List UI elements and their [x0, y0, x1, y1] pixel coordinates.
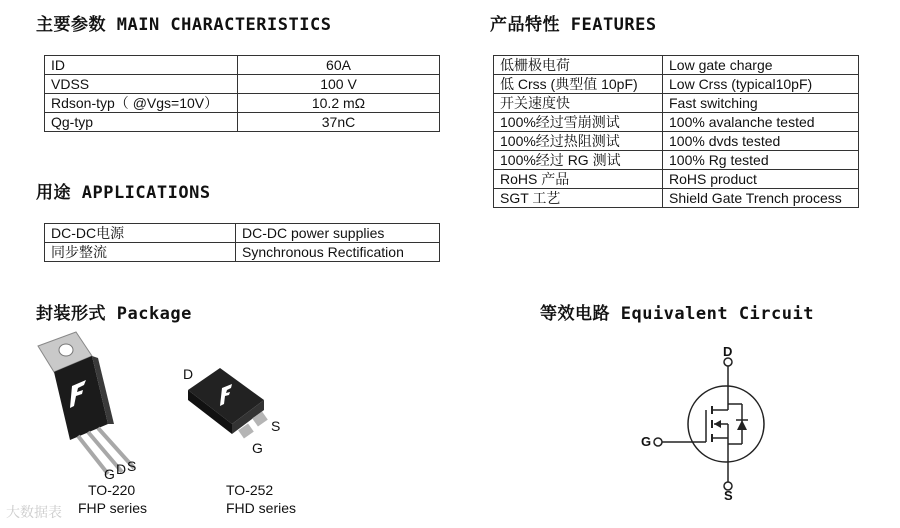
cn-cell: DC-DC电源	[45, 224, 236, 243]
en-cell: Low Crss (typical10pF)	[663, 75, 859, 94]
to252-pin-g: G	[252, 440, 263, 456]
value-cell: 10.2 mΩ	[238, 94, 440, 113]
table-row	[45, 243, 440, 262]
applications-heading: 用途 APPLICATIONS	[36, 183, 211, 203]
table-row	[494, 132, 859, 151]
table-row	[494, 113, 859, 132]
main-characteristics-table	[44, 55, 440, 132]
table-row	[494, 170, 859, 189]
table-row	[45, 94, 440, 113]
to220-series: FHP series	[78, 500, 147, 516]
to252-name: TO-252	[226, 482, 274, 498]
en-cell: Low gate charge	[663, 56, 859, 75]
table-row	[494, 75, 859, 94]
cn-cell: 同步整流	[45, 243, 236, 262]
to220-pin-s: S	[127, 458, 137, 474]
cn-cell: SGT 工艺	[494, 189, 663, 208]
table-row	[494, 151, 859, 170]
features-heading: 产品特性 FEATURES	[490, 15, 657, 35]
table-row	[494, 189, 859, 208]
to220-name: TO-220	[88, 482, 136, 498]
param-cell: ID	[45, 56, 238, 75]
to252-series: FHD series	[226, 500, 297, 516]
cn-cell: RoHS 产品	[494, 170, 663, 189]
en-cell: RoHS product	[663, 170, 859, 189]
cn-cell: 低栅极电荷	[494, 56, 663, 75]
package-heading: 封装形式 Package	[36, 304, 192, 324]
table-row	[45, 113, 440, 132]
table-row	[494, 56, 859, 75]
to252-package-image	[180, 360, 280, 450]
table-row	[494, 94, 859, 113]
cn-cell: 100%经过雪崩测试	[494, 113, 663, 132]
value-cell: 37nC	[238, 113, 440, 132]
watermark: 大数据表	[6, 504, 62, 520]
value-cell: 100 V	[238, 75, 440, 94]
en-cell: Synchronous Rectification	[236, 243, 440, 262]
equivalent-circuit-heading: 等效电路 Equivalent Circuit	[540, 304, 814, 324]
circuit-pin-g: G	[641, 434, 652, 449]
en-cell: 100% dvds tested	[663, 132, 859, 151]
value-cell: 60A	[238, 56, 440, 75]
cn-cell: 100%经过热阻测试	[494, 132, 663, 151]
param-cell: VDSS	[45, 75, 238, 94]
circuit-pin-s: S	[724, 488, 733, 503]
to220-pin-d: D	[116, 461, 127, 477]
main-characteristics-heading: 主要参数 MAIN CHARACTERISTICS	[36, 15, 332, 35]
features-table	[493, 55, 859, 208]
applications-table	[44, 223, 440, 262]
en-cell: 100% avalanche tested	[663, 113, 859, 132]
to220-pin-g: G	[104, 466, 115, 482]
param-cell: Rdson-typ（ @Vgs=10V）	[45, 94, 238, 113]
cn-cell: 开关速度快	[494, 94, 663, 113]
table-row	[45, 56, 440, 75]
en-cell: DC-DC power supplies	[236, 224, 440, 243]
equivalent-circuit-diagram	[630, 340, 790, 510]
cn-cell: 低 Crss (典型值 10pF)	[494, 75, 663, 94]
circuit-pin-d: D	[723, 344, 733, 359]
table-row	[45, 224, 440, 243]
cn-cell: 100%经过 RG 测试	[494, 151, 663, 170]
to220-package-image	[30, 328, 150, 478]
to252-pin-s: S	[271, 418, 281, 434]
en-cell: Shield Gate Trench process	[663, 189, 859, 208]
table-row	[45, 75, 440, 94]
en-cell: 100% Rg tested	[663, 151, 859, 170]
en-cell: Fast switching	[663, 94, 859, 113]
to252-pin-d: D	[183, 366, 194, 382]
param-cell: Qg-typ	[45, 113, 238, 132]
